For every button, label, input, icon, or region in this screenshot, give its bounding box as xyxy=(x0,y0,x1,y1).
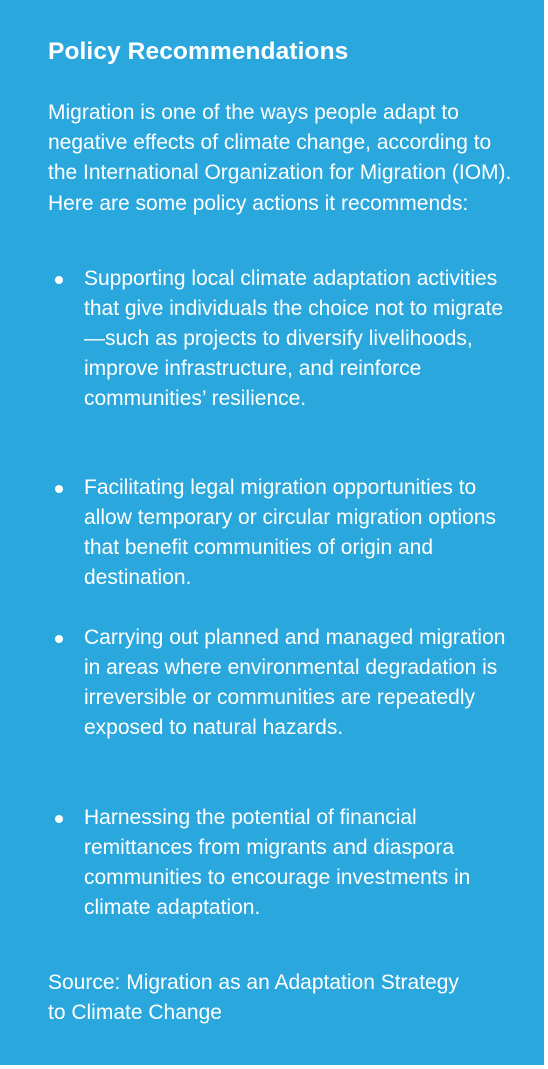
panel-title: Policy Recommendations xyxy=(48,38,349,65)
recommendation-text: Facilitating legal migration opportunities to allow temporary or circular migration options that benefit communities of origin and destination. xyxy=(84,476,496,589)
recommendation-text: Harnessing the potential of financial remittances from migrants and diaspora communities to encourage investments in climate adaptation. xyxy=(84,806,471,919)
bullet-icon xyxy=(55,276,63,284)
bullet-icon xyxy=(55,485,63,493)
recommendation-text: Carrying out planned and managed migration in areas where environmental degradation is irreversible or communities are repeatedly exposed to natural hazards. xyxy=(84,626,506,739)
intro-paragraph: Migration is one of the ways people adapt to negative effects of climate change, according to the International Organization for Migration (IOM). Here are some policy actions it recommends: xyxy=(48,101,512,215)
bullet-icon xyxy=(55,635,63,643)
recommendation-text: Supporting local climate adaptation activities that give individuals the choice not to migrate—such as projects to diversify livelihoods, improve infrastructure, and reinforce communities’ resilience. xyxy=(84,267,504,410)
source-citation: Source: Migration as an Adaptation Strategy to Climate Change xyxy=(48,971,459,1025)
bullet-icon xyxy=(55,815,63,823)
